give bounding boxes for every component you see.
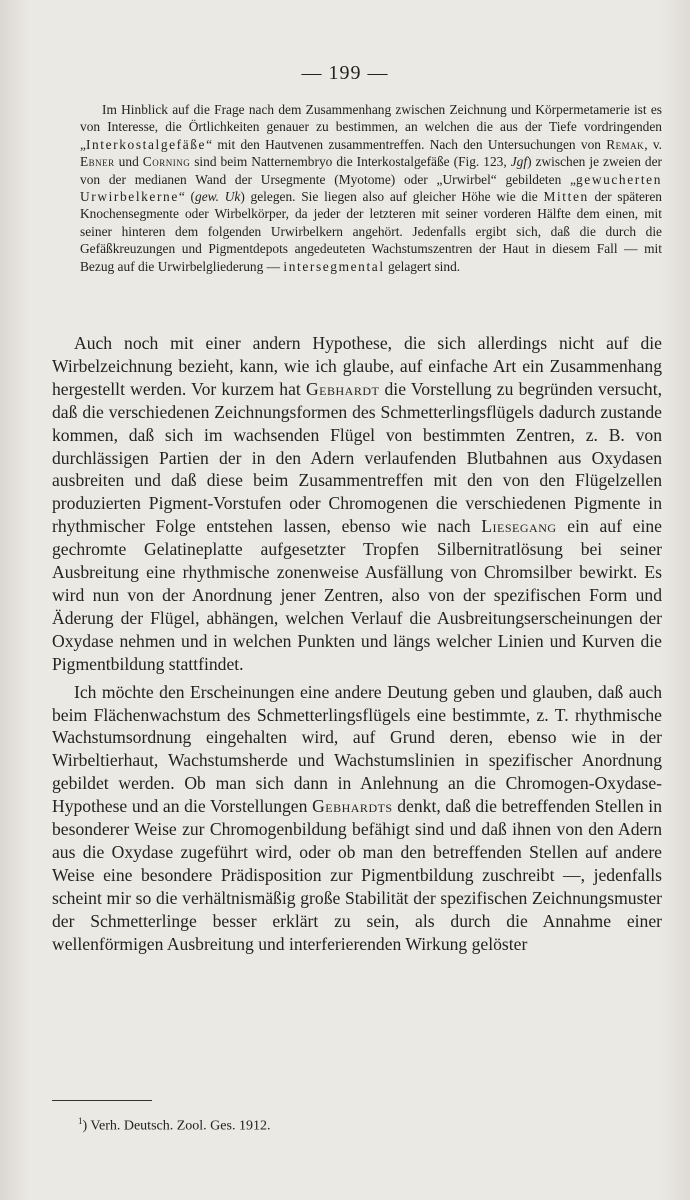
footnote-text: Verh. Deutsch. Zool. Ges. 1912. [90, 1118, 271, 1134]
small-print-paragraph [80, 101, 662, 275]
figure-label: gew. Uk [195, 189, 241, 205]
text-run: “ mit den Hautvenen zusammentreffen. Nach den Untersuchungen von [206, 136, 607, 152]
text-run: denkt, daß die betreffenden Stellen in besonderer Weise zur Chromogenbildung befähigt sind und daß ihnen von den Adern aus die Oxydase zugeführt wird, oder ob man den betreffenden Stellen auf andere Weise eine besondere Prädisposition zur Pigmentbildung zuschreibt —, jedenfalls scheint mir so die verhältnismäßig große Stabilität der spezifischen Zeichnungsmuster der Schmetterlinge besser erklärt zu sein, als durch die Annahme einer wellenförmigen Ausbreitung und interferierenden Wirkung gelöster [52, 796, 662, 954]
text-run: die Vorstellung zu begründen versucht, daß die verschiedenen Zeichnungsformen des Schmetterlingsflügels dadurch zustande kommen, daß sich im wachsenden Flügel von bestimmten Zentren, z. B. von durchlässigen Partien der in den Adern verlaufenden Blutbahnen aus Oxydasen ausbreiten und daß diese beim Zusammentreffen mit den von den Flügelzellen produzierten Pigment-Vorstufen oder Chromogenen die verschiedenen Pigmente in rhythmischer Folge entstehen lassen, ebenso wie nach [52, 378, 662, 537]
text-run: , v. [644, 136, 662, 152]
author-name: Liesegang [481, 516, 557, 537]
spaced-term: Mitten [543, 189, 589, 205]
footnote-rule [52, 1100, 152, 1101]
text-run: der späteren Knochensegmente oder Wirbelkörper, da jeder der letzteren mit seiner vorderen Hälfte dem einen, mit seiner hinteren dem folgenden Urwirbelkern angehört. Jedenfalls ergibt sich, daß die durch die Gefäßkreuzungen und Pigmentdepots angedeuteten Wachstumszentren der Haut in diesem Fall — mit Bezug auf die Urwirbelgliederung — [80, 189, 662, 274]
page-number: — 199 — [301, 62, 389, 84]
text-run: ) zwischen je zweien der von der medianen Wand der Ursegmente (Myotome) oder „Urwirbel“ gebildeten „ [80, 154, 663, 187]
text-run: Auch noch mit einer andern Hypothese, die sich allerdings nicht auf die Wirbelzeichnung bezieht, kann, wie ich glaube, auf einfache Art ein Zusammenhang hergestellt werden. Vor kurzem hat [52, 333, 662, 399]
spaced-term: intersegmental [283, 258, 385, 274]
figure-label: Jgf [510, 154, 528, 170]
text-run: ein auf eine gechromte Gelatineplatte aufgesetzter Tropfen Silbernitratlösung bei seiner Ausbreitung eine rhythmische zonenweise Ausfällung von Chromsilber bewirkt. Es wird nun von der Anordnung jener Zentren, also von der spezifischen Form und Äderung der Flügel, abhängen, welchen Verlauf die Ausbreitungserscheinungen der Oxydase nehmen und in welchen Punkten und längs welcher Linien und Kurven die Pigmentbildung stattfindet. [52, 516, 662, 674]
text-run: Im Hinblick auf die Frage nach dem Zusammenhang zwischen Zeichnung und Körpermetamerie ist es von Interesse, die Örtlichkeiten genauer zu bestimmen, an welchen die aus der Tiefe vordringenden „ [80, 102, 662, 152]
text-run: sind beim Natternembryo die Interkostalgefäße (Fig. 123, [190, 154, 511, 170]
footnote-marker: 1 [78, 1116, 83, 1126]
author-name: Gebhardt [305, 378, 380, 399]
author-name: Ebner [80, 154, 115, 170]
text-run: und [114, 154, 143, 170]
text-run: gelagert sind. [384, 258, 461, 274]
text-run: Ich möchte den Erscheinungen eine andere Deutung geben und glauben, daß auch beim Flächenwachstum des Schmetterlingsflügels eine bestimmte, z. T. rhythmische Wachstumsordnung eingehalten wird, auf Grund deren, ebenso wie in der Wirbeltierhaut, Wachstumsherde und Wachstumslinien in spezifischer Anordnung gebildet werden. Ob man sich dann in Anlehnung an die Chromogen-Oxydase-Hypothese und an die Vorstellungen [52, 681, 662, 817]
main-text [52, 332, 662, 960]
author-name: Corning [142, 154, 191, 170]
paragraph-hypothesis [52, 332, 662, 676]
spaced-term: Interkostalgefäße [85, 136, 207, 152]
text-run: ) gelegen. Sie liegen also auf gleicher Höhe wie die [240, 189, 544, 205]
spaced-term: gewucherten Urwirbelkerne [80, 171, 662, 205]
paragraph-interpretation [52, 681, 662, 956]
footnote: $^1$) Verh. Deutsch. Zool. Ges. 1912. [78, 1116, 271, 1134]
author-name: Remak [606, 136, 645, 152]
text-run: “ ( [178, 189, 196, 205]
author-name: Gebhardts [312, 796, 393, 817]
